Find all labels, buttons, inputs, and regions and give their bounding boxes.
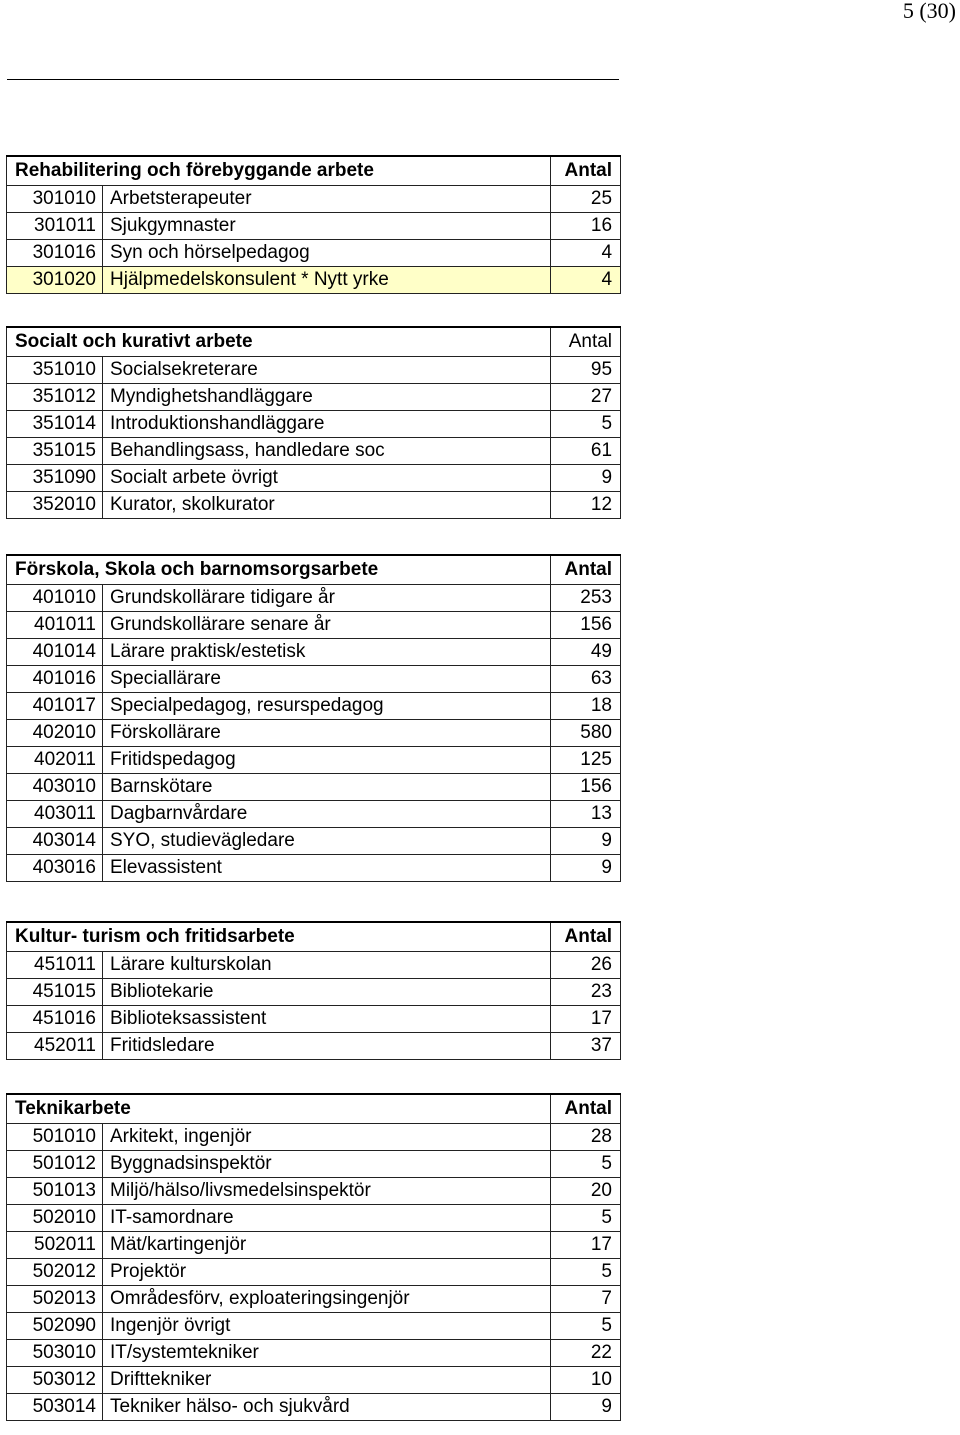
section-title: Rehabilitering och förebyggande arbete [7, 156, 551, 186]
occupation-count: 253 [551, 585, 621, 612]
occupation-code: 401014 [7, 639, 103, 666]
occupation-code: 503014 [7, 1394, 103, 1421]
section-title: Förskola, Skola och barnomsorgsarbete [7, 555, 551, 585]
table-forskola [6, 554, 621, 882]
occupation-count: 95 [551, 357, 621, 384]
section-header [7, 922, 621, 952]
occupation-name: IT/systemtekniker [103, 1340, 551, 1367]
occupation-code: 502013 [7, 1286, 103, 1313]
table-row [7, 585, 621, 612]
occupation-name: Syn och hörselpedagog [103, 240, 551, 267]
occupation-code: 501010 [7, 1124, 103, 1151]
table-rehabilitering [6, 155, 621, 294]
occupation-count: 20 [551, 1178, 621, 1205]
occupation-name: Arkitekt, ingenjör [103, 1124, 551, 1151]
section-title: Teknikarbete [7, 1094, 551, 1124]
occupation-name: Förskollärare [103, 720, 551, 747]
table-row [7, 693, 621, 720]
occupation-count: 27 [551, 384, 621, 411]
table-row [7, 828, 621, 855]
table-row [7, 1286, 621, 1313]
occupation-count: 4 [551, 240, 621, 267]
occupation-code: 351010 [7, 357, 103, 384]
occupation-name: Lärare praktisk/estetisk [103, 639, 551, 666]
occupation-code: 351090 [7, 465, 103, 492]
table-kultur [6, 921, 621, 1060]
table-row [7, 186, 621, 213]
occupation-count: 22 [551, 1340, 621, 1367]
occupation-code: 502011 [7, 1232, 103, 1259]
occupation-code: 501012 [7, 1151, 103, 1178]
table-row [7, 1124, 621, 1151]
occupation-code: 402011 [7, 747, 103, 774]
occupation-name: Socialsekreterare [103, 357, 551, 384]
occupation-name: Elevassistent [103, 855, 551, 882]
occupation-name: Drifttekniker [103, 1367, 551, 1394]
section-header [7, 1094, 621, 1124]
table-row [7, 1313, 621, 1340]
table-row [7, 1394, 621, 1421]
table-row [7, 492, 621, 519]
section-header [7, 156, 621, 186]
occupation-name: Grundskollärare tidigare år [103, 585, 551, 612]
antal-header: Antal [551, 156, 621, 186]
occupation-code: 402010 [7, 720, 103, 747]
occupation-name: Myndighetshandläggare [103, 384, 551, 411]
occupation-count: 63 [551, 666, 621, 693]
table-row [7, 411, 621, 438]
occupation-code: 401010 [7, 585, 103, 612]
antal-header: Antal [551, 1094, 621, 1124]
table-row [7, 720, 621, 747]
occupation-count: 5 [551, 1313, 621, 1340]
occupation-count: 23 [551, 979, 621, 1006]
occupation-code: 503012 [7, 1367, 103, 1394]
occupation-name: Mät/kartingenjör [103, 1232, 551, 1259]
table-row [7, 774, 621, 801]
section-header [7, 555, 621, 585]
occupation-code: 451011 [7, 952, 103, 979]
occupation-count: 28 [551, 1124, 621, 1151]
occupation-code: 401017 [7, 693, 103, 720]
occupation-count: 5 [551, 1259, 621, 1286]
occupation-code: 401011 [7, 612, 103, 639]
antal-header: Antal [551, 555, 621, 585]
table-row [7, 979, 621, 1006]
table-row [7, 612, 621, 639]
occupation-code: 301010 [7, 186, 103, 213]
occupation-name: Barnskötare [103, 774, 551, 801]
table-row [7, 1151, 621, 1178]
occupation-name: Bibliotekarie [103, 979, 551, 1006]
occupation-code: 403014 [7, 828, 103, 855]
occupation-name: Kurator, skolkurator [103, 492, 551, 519]
occupation-name: Arbetsterapeuter [103, 186, 551, 213]
occupation-name: Områdesförv, exploateringsingenjör [103, 1286, 551, 1313]
table-row [7, 1006, 621, 1033]
occupation-name: Lärare kulturskolan [103, 952, 551, 979]
occupation-code: 301016 [7, 240, 103, 267]
occupation-code: 301020 [7, 267, 103, 294]
occupation-name: Hjälpmedelskonsulent * Nytt yrke [103, 267, 551, 294]
occupation-code: 351012 [7, 384, 103, 411]
occupation-code: 451016 [7, 1006, 103, 1033]
occupation-count: 156 [551, 612, 621, 639]
occupation-code: 501013 [7, 1178, 103, 1205]
occupation-count: 18 [551, 693, 621, 720]
table-row [7, 1033, 621, 1060]
occupation-name: Tekniker hälso- och sjukvård [103, 1394, 551, 1421]
table-row-highlighted [7, 267, 621, 294]
occupation-code: 502010 [7, 1205, 103, 1232]
occupation-count: 9 [551, 1394, 621, 1421]
occupation-count: 580 [551, 720, 621, 747]
occupation-count: 9 [551, 465, 621, 492]
occupation-name: Biblioteksassistent [103, 1006, 551, 1033]
table-row [7, 240, 621, 267]
occupation-count: 9 [551, 855, 621, 882]
table-row [7, 1367, 621, 1394]
occupation-code: 452011 [7, 1033, 103, 1060]
occupation-code: 301011 [7, 213, 103, 240]
occupation-count: 5 [551, 1151, 621, 1178]
occupation-code: 503010 [7, 1340, 103, 1367]
occupation-name: Grundskollärare senare år [103, 612, 551, 639]
occupation-code: 403010 [7, 774, 103, 801]
table-row [7, 952, 621, 979]
table-row [7, 666, 621, 693]
occupation-code: 401016 [7, 666, 103, 693]
occupation-count: 7 [551, 1286, 621, 1313]
occupation-name: Miljö/hälso/livsmedelsinspektör [103, 1178, 551, 1205]
table-row [7, 1259, 621, 1286]
table-row [7, 357, 621, 384]
occupation-count: 9 [551, 828, 621, 855]
table-row [7, 1205, 621, 1232]
occupation-count: 13 [551, 801, 621, 828]
occupation-name: Fritidspedagog [103, 747, 551, 774]
antal-header: Antal [551, 327, 621, 357]
table-row [7, 1232, 621, 1259]
occupation-code: 403016 [7, 855, 103, 882]
table-row [7, 747, 621, 774]
occupation-name: SYO, studievägledare [103, 828, 551, 855]
occupation-name: Behandlingsass, handledare soc [103, 438, 551, 465]
occupation-count: 12 [551, 492, 621, 519]
occupation-name: Ingenjör övrigt [103, 1313, 551, 1340]
occupation-count: 5 [551, 411, 621, 438]
occupation-code: 351014 [7, 411, 103, 438]
occupation-name: Fritidsledare [103, 1033, 551, 1060]
occupation-name: Socialt arbete övrigt [103, 465, 551, 492]
table-row [7, 438, 621, 465]
antal-header: Antal [551, 922, 621, 952]
table-row [7, 801, 621, 828]
occupation-count: 49 [551, 639, 621, 666]
table-row [7, 465, 621, 492]
table-row [7, 213, 621, 240]
occupation-count: 25 [551, 186, 621, 213]
table-row [7, 1178, 621, 1205]
table-row [7, 639, 621, 666]
occupation-code: 403011 [7, 801, 103, 828]
occupation-code: 352010 [7, 492, 103, 519]
occupation-name: Projektör [103, 1259, 551, 1286]
occupation-count: 125 [551, 747, 621, 774]
occupation-name: Dagbarnvårdare [103, 801, 551, 828]
occupation-name: IT-samordnare [103, 1205, 551, 1232]
occupation-code: 451015 [7, 979, 103, 1006]
occupation-name: Byggnadsinspektör [103, 1151, 551, 1178]
occupation-code: 351015 [7, 438, 103, 465]
table-socialt [6, 326, 621, 519]
occupation-count: 17 [551, 1006, 621, 1033]
occupation-name: Introduktionshandläggare [103, 411, 551, 438]
occupation-name: Specialpedagog, resurspedagog [103, 693, 551, 720]
header-rule [7, 79, 619, 80]
page-number: 5 (30) [902, 0, 956, 23]
table-row [7, 384, 621, 411]
occupation-count: 37 [551, 1033, 621, 1060]
occupation-count: 4 [551, 267, 621, 294]
section-title: Socialt och kurativt arbete [7, 327, 551, 357]
table-row [7, 1340, 621, 1367]
section-title: Kultur- turism och fritidsarbete [7, 922, 551, 952]
occupation-name: Sjukgymnaster [103, 213, 551, 240]
section-header [7, 327, 621, 357]
occupation-count: 156 [551, 774, 621, 801]
occupation-count: 10 [551, 1367, 621, 1394]
occupation-name: Speciallärare [103, 666, 551, 693]
occupation-count: 16 [551, 213, 621, 240]
occupation-count: 5 [551, 1205, 621, 1232]
occupation-count: 26 [551, 952, 621, 979]
occupation-code: 502012 [7, 1259, 103, 1286]
occupation-count: 17 [551, 1232, 621, 1259]
occupation-count: 61 [551, 438, 621, 465]
occupation-code: 502090 [7, 1313, 103, 1340]
table-row [7, 855, 621, 882]
table-teknik [6, 1093, 621, 1421]
